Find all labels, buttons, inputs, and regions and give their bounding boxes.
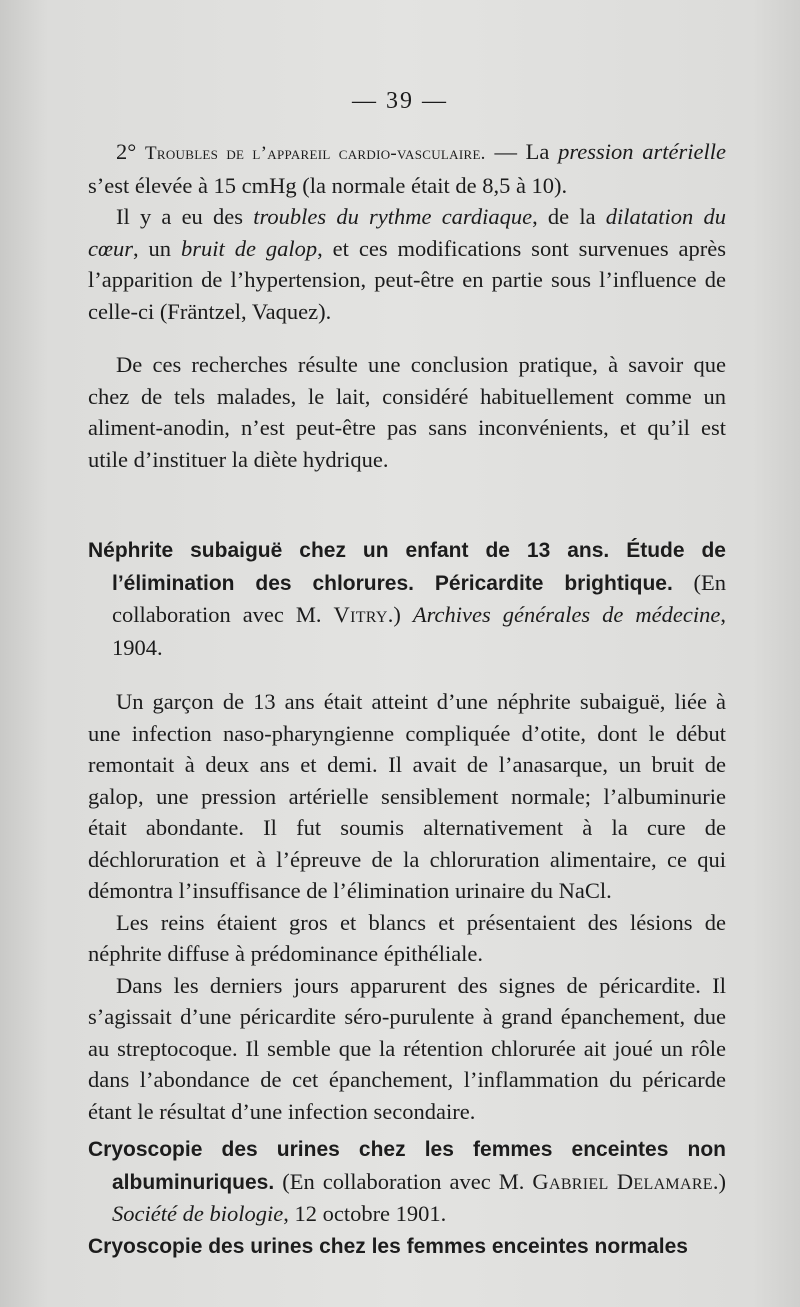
cardio-paragraph-2: Il y a eu des troubles du rythme cardiaque, de la dilatation du cœur, un bruit de galop, et ces modifications sont survenues après l’apparition de l’hypertension, peut-être en partie sous l’influence de celle-ci (Fräntzel, Vaquez).: [88, 204, 727, 324]
section-nephrite: [88, 535, 726, 1127]
nephrite-paragraph-1: Un garçon de 13 ans était atteint d’une néphrite subaiguë, liée à une infection naso-pharyngienne compliquée d’otite, dont le début remontait à deux ans et demi. Il avait de l’anasarque, un bruit de galop, une pression artérielle sensiblement normale; l’albuminurie était abondante. Il fut soumis alternativement à la cure de déchloruration et à l’épreuve de la chloruration alimentaire, ce qui démontra l’insuffisance de l’élimination urinaire du NaCl.: [88, 689, 726, 903]
cryoscopie-title-2: Cryoscopie des urines chez les femmes enceintes normales: [88, 1234, 688, 1258]
section-cardio-vasculaire: [88, 136, 726, 475]
cardio-conclusion-paragraph: De ces recherches résulte une conclusion pratique, à savoir que chez de tels malades, le lait, considéré habituellement comme un aliment-anodin, n’est peut-être pas sans inconvénients, et qu’il est utile d’instituer la diète hydrique.: [88, 352, 726, 472]
cardio-paragraph-1: 2° Troubles de l’appareil cardio-vasculaire. — La pression artérielle s’est élevée à 15 cmHg (la normale était de 8,5 à 10).: [88, 139, 726, 198]
cryoscopie-title-1: Cryoscopie des urines chez les femmes enceintes non albuminuriques. (En collaboration avec M. Gabriel Delamare.) Société de biologie, 12 octobre 1901.: [88, 1138, 726, 1226]
section-cryoscopie: [88, 1134, 726, 1262]
nephrite-paragraph-2: Les reins étaient gros et blancs et présentaient des lésions de néphrite diffuse à prédominance épithéliale.: [88, 909, 726, 966]
nephrite-paragraph-3: Dans les derniers jours apparurent des signes de péricardite. Il s’agissait d’une péricardite séro-purulente à grand épanchement, due au streptocoque. Il semble que la rétention chlorurée ait joué un rôle dans l’abondance de cet épanchement, l’inflammation du péricarde étant le résultat d’une infection secondaire.: [88, 972, 726, 1124]
nephrite-title: Néphrite subaiguë chez un enfant de 13 ans. Étude de l’élimination des chlorures. Péricardite brightique. (En collaboration avec M. Vitry.) Archives générales de médecine, 1904.: [88, 539, 726, 660]
cardio-heading: Troubles de l’appareil cardio-vasculaire.: [144, 143, 486, 164]
page-number: — 39 —: [352, 88, 448, 114]
